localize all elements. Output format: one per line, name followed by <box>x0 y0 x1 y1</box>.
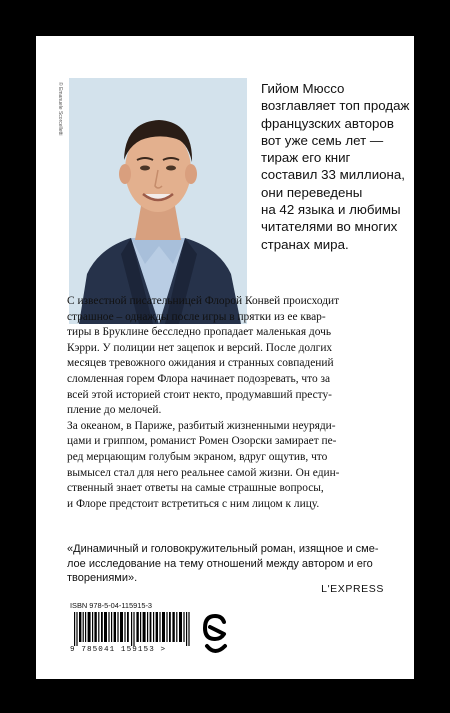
barcode-bars <box>74 612 194 646</box>
back-cover <box>36 36 414 679</box>
author-photo <box>69 78 247 324</box>
synopsis-text: С известной писательницей Флорой Конвей происходит страшное – однажды после игры в прятки из ее квар- тиры в Бруклине бесследно пропадает маленькая дочь Кэрри. У полиции нет зацепок и версий. После долгих месяцев тревожного ожидания и странных совпадений сломленная горем Флора начинает подозревать, что за всей этой историей стоит некто, продумавший престу- пление до мелочей. За океаном, в Париже, разбитый жизненными неуряди- цами и гриппом, романист Ромен Озорски замирает пе- ред мерцающим голубым экраном, вдруг ощутив, что вымысел стал для него реальнее самой жизни. Он един- ственный знает ответы на самые страшные вопросы, и Флоре предстоит встретиться с ним лицом к лицу. <box>67 295 340 510</box>
press-quote: «Динамичный и головокружительный роман, изящное и сме- лое исследование на тему отношений между автором и его творениями». <box>67 543 379 584</box>
photo-credit: © Emanuele Scorcelletti <box>57 82 63 136</box>
barcode-number: 9 785041 159153 > <box>70 646 167 654</box>
quote-source: L'EXPRESS <box>321 583 384 595</box>
barcode <box>70 601 198 659</box>
publisher-logo-icon <box>200 612 230 663</box>
author-bio: Гийом Мюссо возглавляет топ продаж французских авторов вот уже семь лет — тираж его книг составил 33 миллиона, они переведены на 42 языка и любимы читателями во многих странах мира. <box>261 81 410 252</box>
isbn-label: ISBN 978-5-04-115915-3 <box>70 601 153 610</box>
